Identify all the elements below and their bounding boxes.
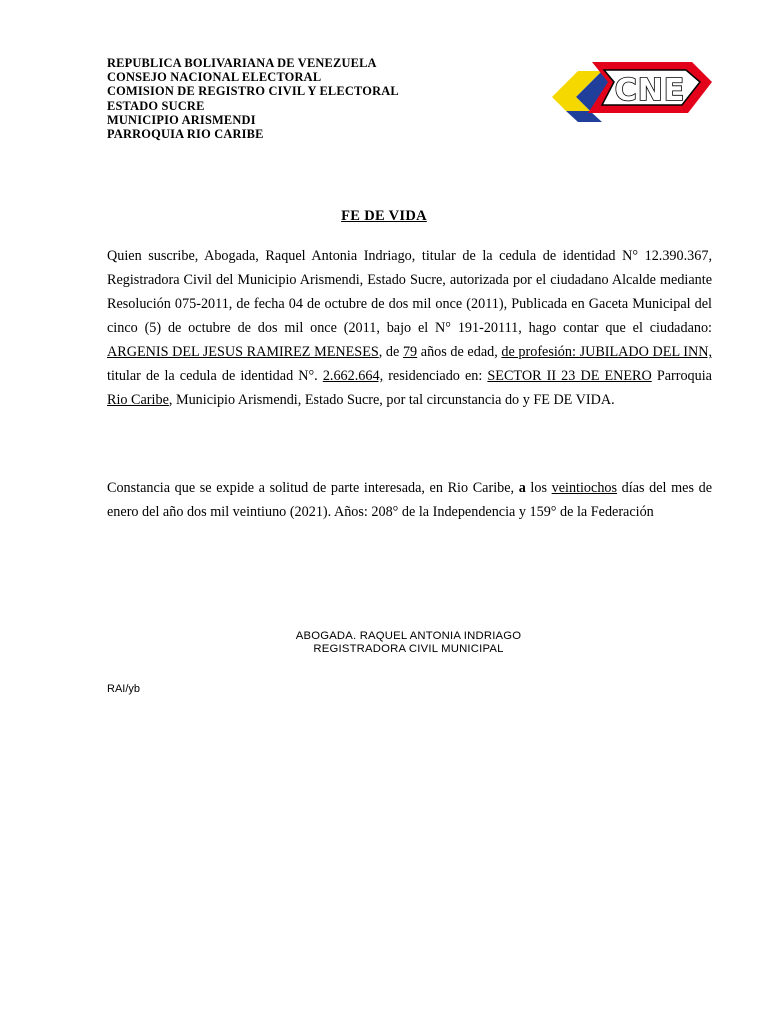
signature-block — [0, 630, 768, 656]
text-segment: , Municipio Arismendi, Estado Sucre, por tal circunstancia do y FE DE VIDA. — [168, 392, 615, 408]
text-segment: los — [525, 480, 552, 496]
constancy-paragraph — [107, 476, 712, 524]
citizen-name: ARGENIS DEL JESUS RAMIREZ MENESES — [107, 344, 379, 360]
text-segment: titular de la cedula de identidad N°. — [107, 368, 323, 384]
letterhead-line: COMISION DE REGISTRO CIVIL Y ELECTORAL — [107, 84, 399, 99]
text-segment: días del mes de enero del año dos mil veintiuno (2021). Años: 208° de la Independencia y 159° de la Federación — [107, 480, 712, 520]
citizen-parish: Rio Caribe — [107, 392, 169, 408]
text-segment: , de — [378, 344, 403, 360]
citizen-id-number: 2.662.664, — [322, 368, 384, 384]
citizen-address: SECTOR II 23 DE ENERO — [487, 368, 652, 384]
logo-text: CNE — [614, 73, 686, 108]
certification-paragraph — [107, 244, 712, 412]
citizen-profession: de profesión: JUBILADO DEL INN, — [501, 344, 712, 360]
citizen-age: 79 — [402, 344, 418, 360]
issue-day: veintiochos — [551, 480, 618, 496]
letterhead-line: ESTADO SUCRE — [107, 98, 205, 113]
text-segment: años de edad, — [417, 344, 502, 360]
text-segment: Parroquia — [651, 368, 712, 384]
text-segment: Constancia que se expide a solitud de parte interesada, en Rio Caribe, — [107, 480, 519, 496]
text-segment: a — [518, 480, 526, 496]
signer-name: ABOGADA. RAQUEL ANTONIA INDRIAGO — [295, 630, 522, 642]
letterhead-line: CONSEJO NACIONAL ELECTORAL — [107, 70, 322, 85]
letterhead-line: REPUBLICA BOLIVARIANA DE VENEZUELA — [107, 56, 377, 70]
signer-position: REGISTRADORA CIVIL MUNICIPAL — [313, 643, 504, 655]
cne-logo — [552, 55, 712, 122]
reference-initials: RAI/yb — [107, 683, 141, 695]
text-segment: Quien suscribe, Abogada, Raquel Antonia Indriago, titular de la cedula de identidad N° 12.390.367, Registradora Civil del Municipio Arismendi, Estado Sucre, autorizada por el ciudadano Alcalde mediante Resolución 075-2011, de fecha 04 de octubre de dos mil once (2011), Publicada en Gaceta Municipal del cinco (5) de octubre de dos mil once (2011, bajo el N° 191-20111, hago contar que el ciudadano: — [107, 248, 712, 336]
letterhead-line: MUNICIPIO ARISMENDI — [107, 112, 256, 127]
text-segment: residenciado en: — [383, 368, 488, 384]
letterhead-line: PARROQUIA RIO CARIBE — [107, 127, 264, 142]
document-title: FE DE VIDA — [341, 208, 427, 224]
letterhead — [107, 56, 399, 141]
